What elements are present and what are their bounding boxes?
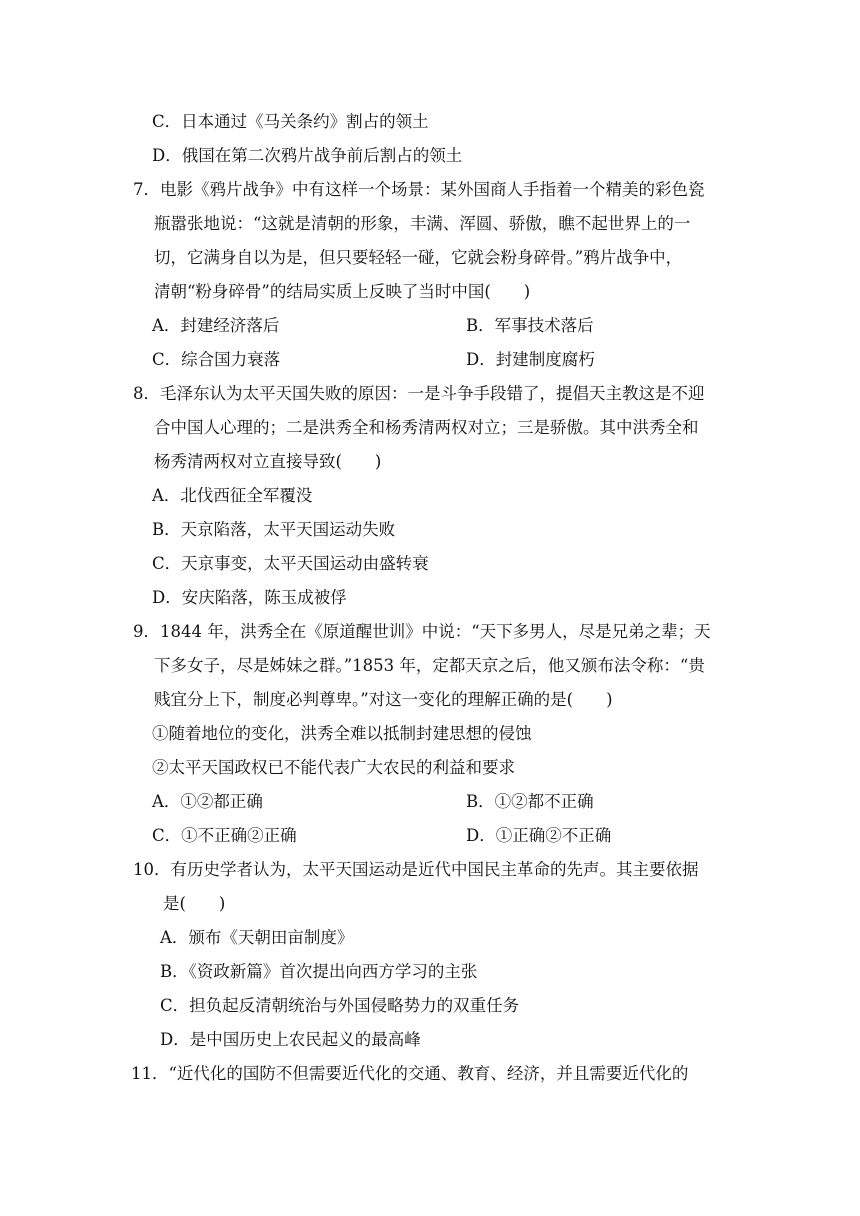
q10-option-c: C．担负起反清朝统治与外国侵略势力的双重任务 — [160, 996, 520, 1015]
q7-option-b: B．军事技术落后 — [466, 316, 594, 335]
q9-option-c: C．①不正确②正确 — [152, 826, 297, 845]
q7-option-c: C．综合国力衰落 — [152, 350, 281, 369]
q6-option-c: C．日本通过《马关条约》割占的领土 — [152, 112, 429, 131]
q10-option-a: A．颁布《天朝田亩制度》 — [160, 928, 354, 947]
q6-option-d: D．俄国在第二次鸦片战争前后割占的领土 — [152, 146, 463, 165]
q9-statement-2: ②太平天国政权已不能代表广大农民的利益和要求 — [152, 758, 515, 777]
q7-stem-line-3: 切，它满身自以为是，但只要轻轻一碰，它就会粉身碎骨。”鸦片战争中， — [154, 248, 683, 267]
q8-option-d: D．安庆陷落，陈玉成被俘 — [152, 588, 347, 607]
q9-stem-line-1: 9．1844 年，洪秀全在《原道醒世训》中说：“天下多男人，尽是兄弟之辈；天 — [133, 622, 711, 641]
q7-stem-line-1: 7．电影《鸦片战争》中有这样一个场景：某外国商人手指着一个精美的彩色瓷 — [133, 180, 705, 199]
q7-option-a: A．封建经济落后 — [152, 316, 280, 335]
q7-option-d: D．封建制度腐朽 — [466, 350, 595, 369]
q9-option-b: B．①②都不正确 — [466, 792, 594, 811]
q11-stem-line-1: 11．“近代化的国防不但需要近代化的交通、教育、经济，并且需要近代化的 — [131, 1064, 689, 1083]
q9-stem-line-2: 下多女子，尽是姊妹之群。”1853 年，定都天京之后，他又颁布法令称：“贵 — [154, 656, 705, 675]
q8-stem-line-3: 杨秀清两权对立直接导致( ) — [154, 452, 382, 471]
q8-option-a: A．北伐西征全军覆没 — [152, 486, 313, 505]
q10-stem-line-2: 是( ) — [163, 894, 226, 913]
q9-option-d: D．①正确②不正确 — [466, 826, 612, 845]
q8-stem-line-2: 合中国人心理的；二是洪秀全和杨秀清两权对立；三是骄傲。其中洪秀全和 — [154, 418, 699, 437]
q9-statement-1: ①随着地位的变化，洪秀全难以抵制封建思想的侵蚀 — [152, 724, 532, 743]
q9-stem-line-3: 贱宜分上下，制度必判尊卑。”对这一变化的理解正确的是( ) — [154, 690, 613, 709]
q7-stem-line-2: 瓶嚣张地说：“这就是清朝的形象，丰满、浑圆、骄傲，瞧不起世界上的一 — [154, 214, 691, 233]
q8-option-c: C．天京事变，太平天国运动由盛转衰 — [152, 554, 429, 573]
q10-stem-line-1: 10．有历史学者认为，太平天国运动是近代中国民主革命的先声。其主要依据 — [133, 860, 699, 879]
q8-stem-line-1: 8．毛泽东认为太平天国失败的原因：一是斗争手段错了，提倡天主教这是不迎 — [133, 384, 705, 403]
q9-option-a: A．①②都正确 — [152, 792, 263, 811]
q8-option-b: B．天京陷落，太平天国运动失败 — [152, 520, 396, 539]
q7-stem-line-4: 清朝“粉身碎骨”的结局实质上反映了当时中国( ) — [154, 282, 531, 301]
q10-option-b: B．《资政新篇》首次提出向西方学习的主张 — [160, 962, 478, 981]
q10-option-d: D．是中国历史上农民起义的最高峰 — [160, 1030, 421, 1049]
